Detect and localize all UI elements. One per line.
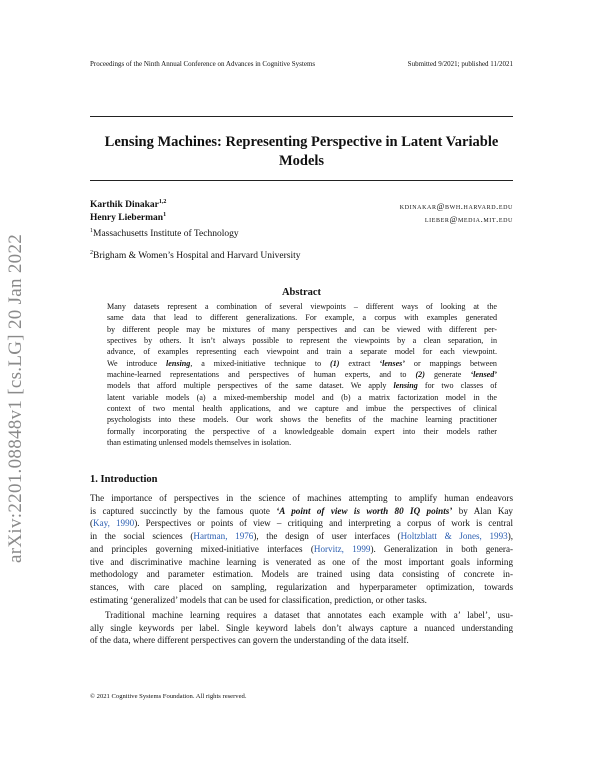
title-line-2: Models	[278, 153, 325, 169]
intro-line: Traditional machine learning requires a dataset that annotates each example with a’ label’, usu-	[105, 610, 513, 620]
abstract-line: spectives by others. It isn’t always possible to represent the viewpoints by a clean separation, in	[107, 336, 497, 346]
affiliation-1-sup: 1	[90, 227, 93, 234]
intro-line: methodology and parameter estimation. Models are trained using data consisting of concrete in-	[90, 569, 513, 580]
intro-line: is captured succinctly by the famous quote ‘A point of view is worth 80 IQ points’ by Alan Kay	[90, 505, 513, 516]
affiliation-2-sup: 2	[90, 249, 93, 256]
affiliation-2	[90, 251, 301, 261]
intro-line: tive and discriminative machine learning is venerated as one of the most important goals informing	[90, 556, 513, 567]
header-venue: Proceedings of the Ninth Annual Conference on Advances in Cognitive Systems	[90, 60, 316, 68]
abstract-line: context of two mental health applications, and we capture and imbue the perspectives of clinical	[107, 404, 497, 414]
abstract-heading: Abstract	[281, 287, 322, 298]
abstract-line: advance, of examples representing each viewpoint and train a separate model for each viewpoint.	[107, 347, 497, 357]
affiliation-1	[90, 229, 239, 239]
abstract-line: We introduce lensing, a mixed-initiative technique to (1) extract ‘lenses’ or mappings between	[107, 358, 497, 368]
author-1	[90, 200, 166, 210]
author-1-sup: 1,2	[158, 198, 167, 205]
intro-line: stances, with care placed on sampling, regularization and hyperparameter optimization, towards	[90, 581, 513, 592]
intro-line: (Kay, 1990). Perspectives or points of view – critiquing and interpreting a corpus of work is central	[90, 518, 513, 529]
abstract-line: Many datasets represent a combination of several viewpoints – different ways of looking at the	[107, 302, 497, 311]
affiliation-1-text: Massachusetts Institute of Technology	[93, 229, 239, 239]
intro-line: ally single keywords per label. Single keyword labels don’t always capture a nuanced understanding	[90, 622, 513, 633]
author-2-name: Henry Lieberman	[90, 213, 164, 223]
abstract-line: psychologists into these models. Our work shows the benefits of the machine learning practitioner	[107, 415, 497, 425]
header-dates: Submitted 9/2021; published 11/2021	[407, 60, 513, 68]
intro-line: of the data, where different perspectives can govern the understanding of the data itself.	[90, 635, 409, 646]
abstract-line: same data that lead to different generalizations. For example, a corpus with examples generated	[107, 313, 497, 323]
intro-line: The importance of perspectives in the science of machines attempting to amplify human endeavors	[90, 493, 513, 503]
section-heading-introduction: 1. Introduction	[90, 474, 158, 485]
author-2-sup: 1	[163, 211, 167, 218]
author-2-email[interactable]: lieber@media.mit.edu	[424, 214, 513, 224]
title-rule-bottom	[90, 180, 513, 181]
abstract-line: models that afford multiple perspectives of the same dataset. We apply lensing for two classes of	[107, 381, 498, 391]
author-1-email[interactable]: kdinakar@bwh.harvard.edu	[399, 201, 513, 211]
paper-title	[90, 133, 513, 171]
title-rule-top	[90, 116, 513, 117]
copyright-footer: © 2021 Cognitive Systems Foundation. All rights reserved.	[90, 693, 247, 700]
title-line-1: Lensing Machines: Representing Perspective in Latent Variable	[104, 134, 499, 150]
intro-line: and principles governing mixed-initiative interfaces (Horvitz, 1999). Generalization in both genera-	[90, 543, 514, 554]
intro-line: estimating ‘generalized’ models that can be used for classification, prediction, or other tasks.	[90, 594, 427, 605]
abstract-line: formally incorporating the perspective of a knowledgeable domain expert into their models rather	[107, 426, 497, 436]
arxiv-stamp: arXiv:2201.08848v1 [cs.LG] 20 Jan 2022	[5, 233, 26, 563]
intro-paragraph-1	[90, 492, 513, 606]
affiliation-2-text: Brigham & Women’s Hospital and Harvard University	[93, 251, 301, 261]
intro-paragraph-2	[90, 609, 513, 647]
author-1-name: Karthik Dinakar	[90, 200, 159, 210]
author-2	[90, 213, 166, 223]
abstract-line: latent variable models (a) a mixed-membership model and (b) a matrix factorization model in the	[107, 392, 497, 402]
abstract-line: by different people may be mixtures of many perspectives and can be viewed with different per-	[107, 324, 497, 334]
abstract-line: machine-learned representations and perspectives of human experts, and to (2) generate ‘lensed’	[107, 370, 497, 380]
abstract-body	[107, 301, 497, 448]
abstract-line: than estimating unlensed models themselves in isolation.	[107, 438, 292, 448]
intro-line: in the social sciences (Hartman, 1976), the design of user interfaces (Holtzblatt & Jones, 1993),	[90, 531, 513, 542]
